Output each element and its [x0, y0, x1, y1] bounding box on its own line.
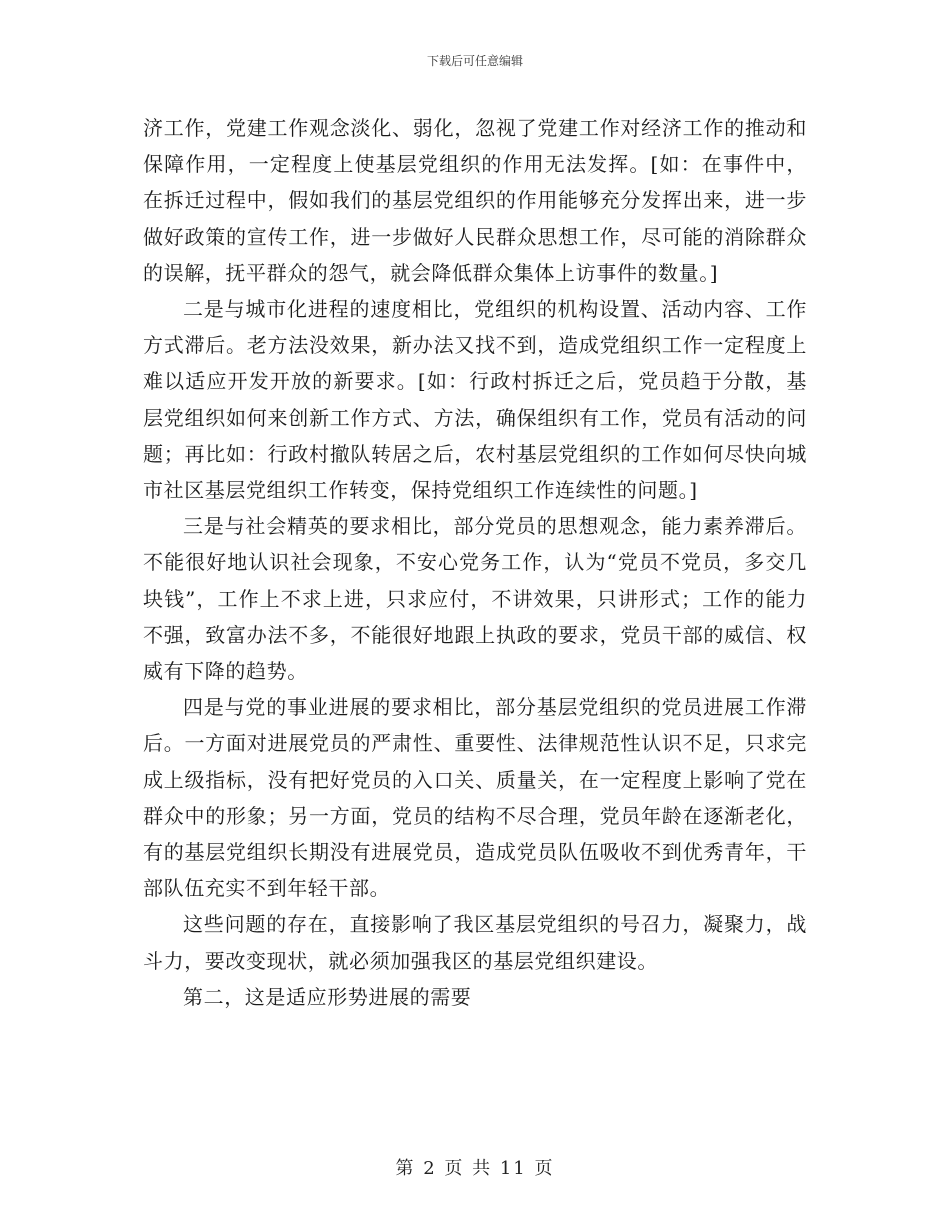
paragraph-point-two: 二是与城市化进程的速度相比，党组织的机构设置、活动内容、工作方式滞后。老方法没效果，新办法又找不到，造成党组织工作一定程度上难以适应开发开放的新要求。[如：行政村拆迁之后，党员趋于分散，基层党组织如何来创新工作方式、方法，确保组织有工作，党员有活动的问题；再比如：行政村撤队转居之后，农村基层党组织的工作如何尽快向城市社区基层党组织工作转变，保持党组织工作连续性的问题。] [143, 297, 807, 503]
page-number-footer: 第 2 页 共 11 页 [395, 1158, 555, 1179]
document-body [143, 110, 807, 1015]
paragraph-continuation: 济工作，党建工作观念淡化、弱化，忽视了党建工作对经济工作的推动和保障作用，一定程度上使基层党组织的作用无法发挥。[如：在事件中，在拆迁过程中，假如我们的基层党组织的作用能够充分发挥出来，进一步做好政策的宣传工作，进一步做好人民群众思想工作，尽可能的消除群众的误解，抚平群众的怨气，就会降低群众集体上访事件的数量。] [143, 116, 807, 285]
section-heading-second: 第二，这是适应形势进展的需要 [183, 984, 472, 1009]
paragraph-point-four: 四是与党的事业进展的要求相比，部分基层党组织的党员进展工作滞后。一方面对进展党员的严肃性、重要性、法律规范性认识不足，只求完成上级指标，没有把好党员的入口关、质量关，在一定程度上影响了党在群众中的形象；另一方面，党员的结构不尽合理，党员年龄在逐渐老化，有的基层党组织长期没有进展党员，造成党员队伍吸收不到优秀青年，干部队伍充实不到年轻干部。 [143, 695, 807, 901]
paragraph-summary: 这些问题的存在，直接影响了我区基层党组织的号召力，凝聚力，战斗力，要改变现状，就必须加强我区的基层党组织建设。 [143, 912, 807, 973]
paragraph-point-three: 三是与社会精英的要求相比，部分党员的思想观念，能力素养滞后。不能很好地认识社会现象，不安心党务工作，认为“党员不党员，多交几块钱”，工作上不求上进，只求应付，不讲效果，只讲形式；工作的能力不强，致富办法不多，不能很好地跟上执政的要求，党员干部的威信、权威有下降的趋势。 [143, 514, 807, 684]
page-header: 下载后可任意编辑 [426, 54, 523, 68]
